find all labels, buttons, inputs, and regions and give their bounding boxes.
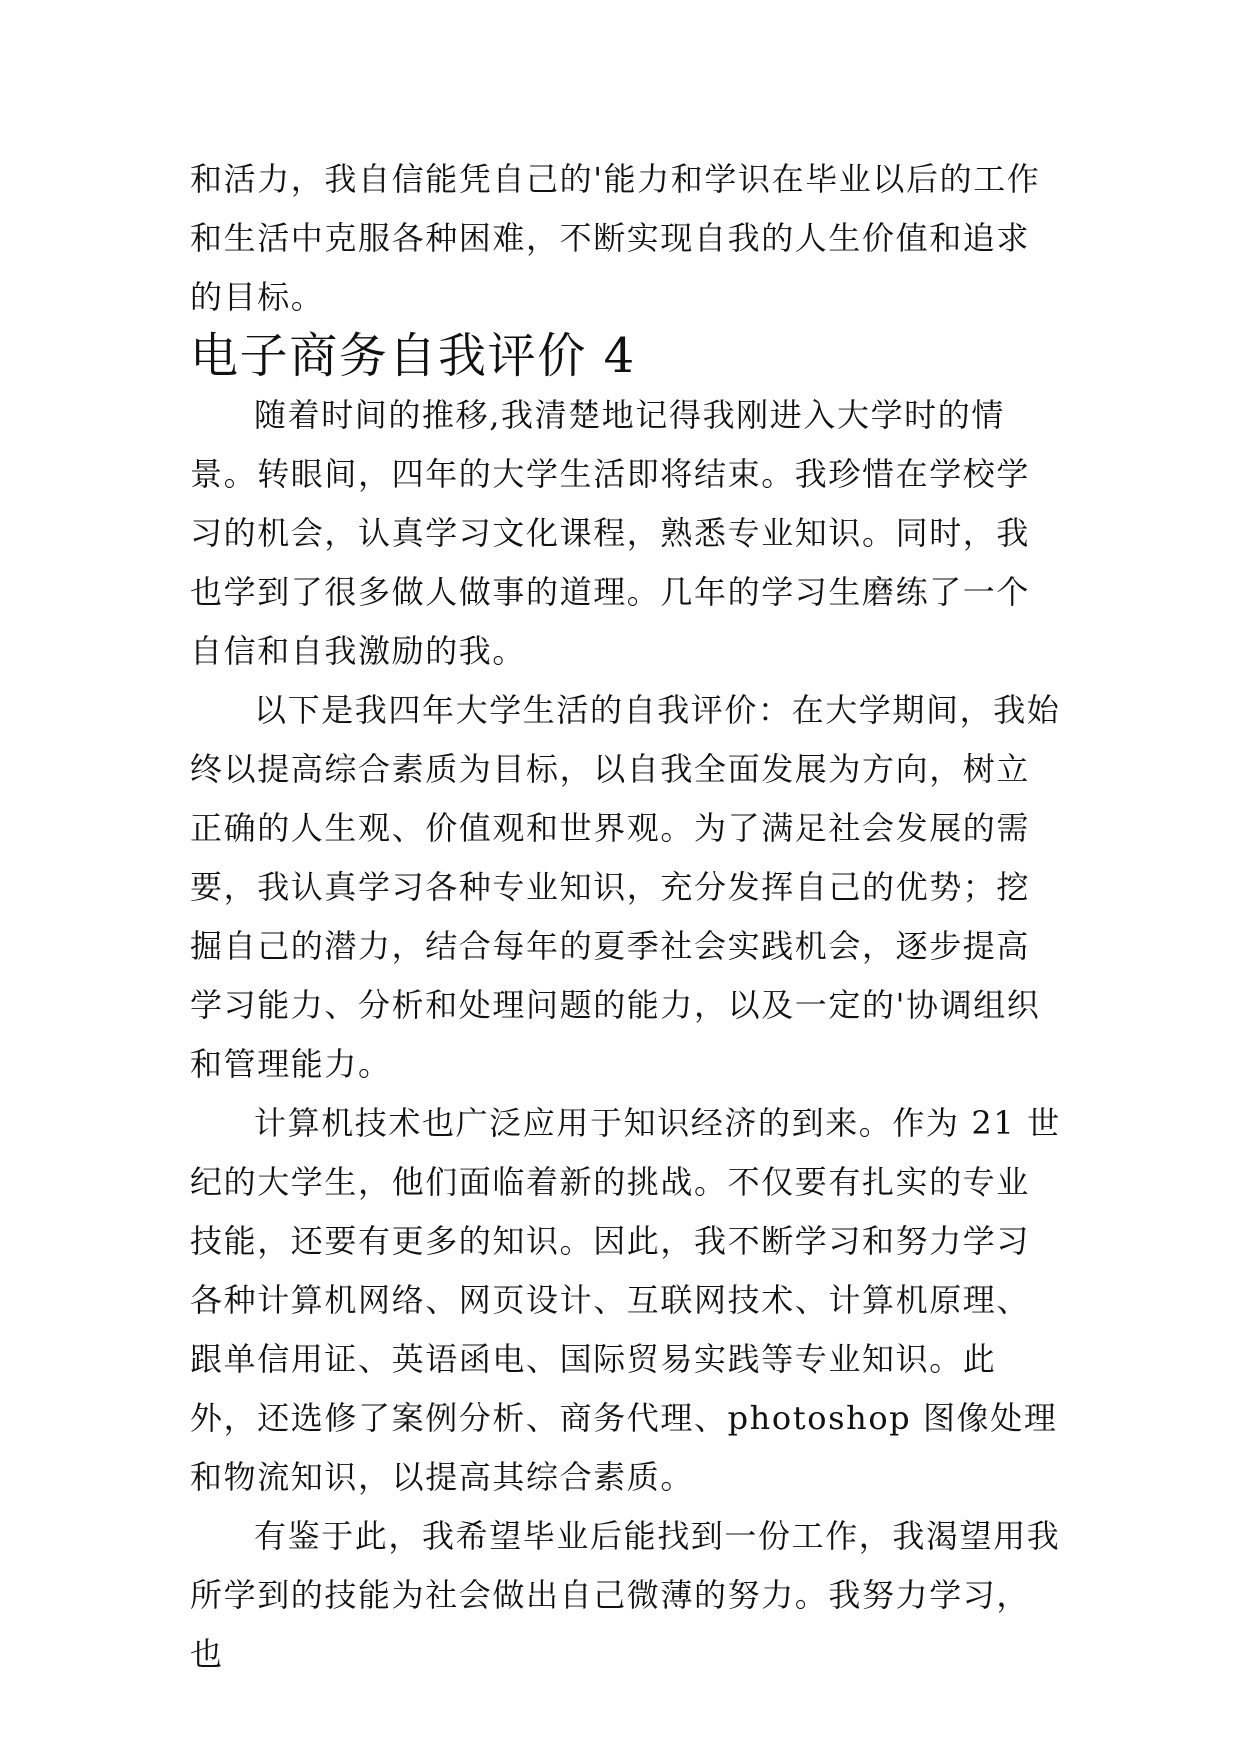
paragraph-continuation: 和活力，我自信能凭自己的'能力和学识在毕业以后的工作和生活中克服各种困难，不断实现自我的人生价值和追求的目标。 — [190, 160, 1041, 316]
paragraph-intro: 随着时间的推移,我清楚地记得我刚进入大学时的情景。转眼间，四年的大学生活即将结束。我珍惜在学校学习的机会，认真学习文化课程，熟悉专业知识。同时，我也学到了很多做人做事的道理。几年的学习生磨练了一个自信和自我激励的我。 — [190, 396, 1031, 670]
paragraph-self-evaluation: 以下是我四年大学生活的自我评价：在大学期间，我始终以提高综合素质为目标，以自我全面发展为方向，树立正确的人生观、价值观和世界观。为了满足社会发展的需要，我认真学习各种专业知识，充分发挥自己的优势；挖掘自己的潜力，结合每年的夏季社会实践机会，逐步提高学习能力、分析和处理问题的能力，以及一定的'协调组织和管理能力。 — [190, 691, 1061, 1083]
paragraph-computer-skills: 计算机技术也广泛应用于知识经济的到来。作为 21 世纪的大学生，他们面临着新的挑战。不仅要有扎实的专业技能，还要有更多的知识。因此，我不断学习和努力学习各种计算机网络、网页设计、互联网技术、计算机原理、跟单信用证、英语函电、国际贸易实践等专业知识。此外，还选修了案例分析、商务代理、photoshop 图像处理和物流知识，以提高其综合素质。 — [190, 1104, 1061, 1496]
paragraph-career-goal: 有鉴于此，我希望毕业后能找到一份工作，我渴望用我所学到的技能为社会做出自己微薄的努力。我努力学习，也 — [190, 1517, 1061, 1673]
document-body — [190, 150, 1061, 1684]
section-heading: 电子商务自我评价 4 — [190, 328, 636, 384]
